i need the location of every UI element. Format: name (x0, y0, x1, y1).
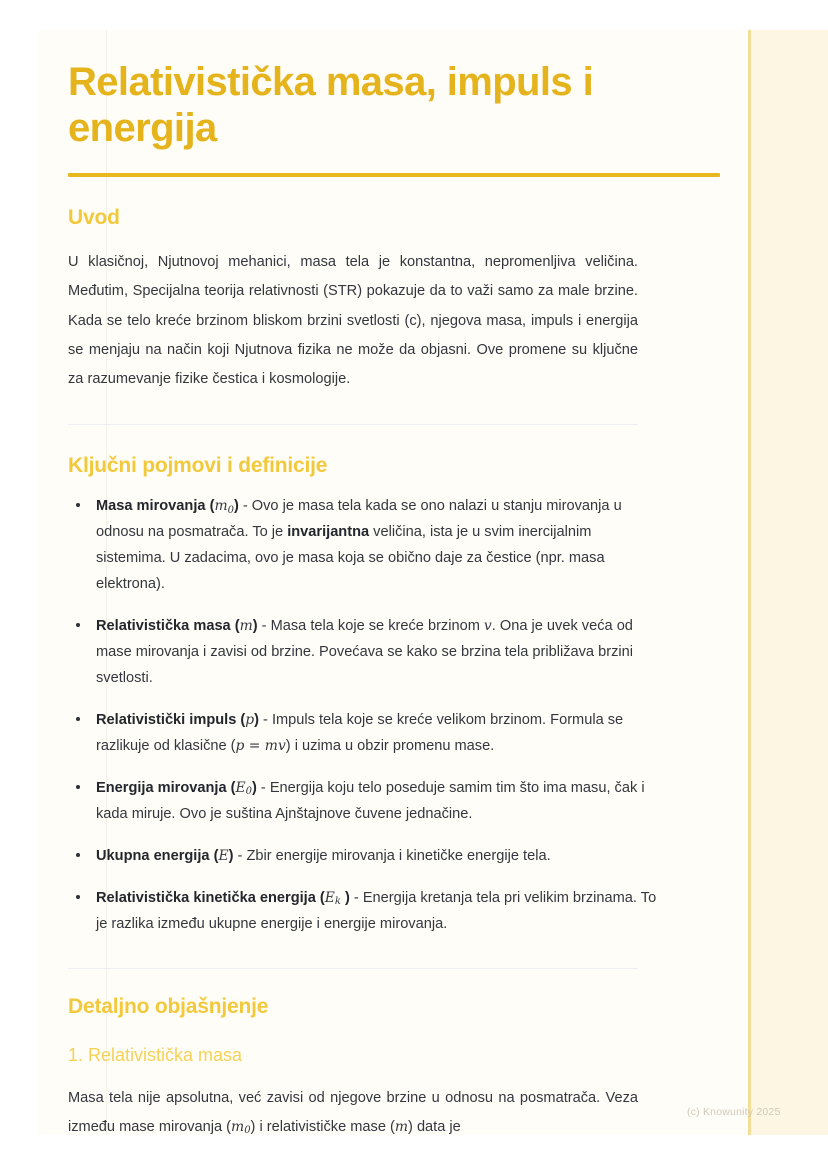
bullet-dot-icon (76, 853, 80, 857)
page-title: Relativistička masa, impuls i energija (68, 60, 594, 150)
bullet-dot-icon (76, 895, 80, 899)
term-text: - Zbir energije mirovanja i kinetičke energije tela. (233, 847, 551, 864)
math-symbol: $E_0$ (235, 779, 252, 798)
math-symbol: $m_0$ (214, 498, 234, 516)
term-text-rest: ) i uzima u obzir promenu mase. (285, 737, 495, 754)
math-symbol: $E_k$ (324, 889, 341, 908)
math-symbol: m (239, 618, 253, 634)
term-text: - Energija koju telo poseduje samim tim što ima masu, čak i kada miruje. Ovo je suština Ajnštajnove čuvene jednačine. (96, 779, 645, 822)
term-label: Ukupna energija (96, 847, 210, 864)
term-label: Masa mirovanja (96, 498, 206, 515)
copyright-watermark: (c) Knowunity 2025 (687, 1106, 781, 1118)
detail-text-2: ) i relativističke mase ( (250, 1118, 395, 1135)
document-content (68, 30, 720, 1135)
detail-paragraph (68, 1066, 638, 1135)
bullet-dot-icon (76, 785, 80, 789)
term-text: - Masa tela koje se kreće brzinom (257, 618, 484, 634)
document-page (38, 30, 828, 1135)
list-item: Relativistička masa (m) - Masa tela koje se kreće brzinom v. Ona je uvek veća od mase mirovanja i zavisi od brzine. Povećava se kako se brzina tela približava brzini svetlosti. (68, 614, 658, 692)
math-symbol: $m_0$ (231, 1118, 251, 1135)
term-label: Relativistička kinetička energija (96, 889, 316, 906)
intro-paragraph: U klasičnoj, Njutnovoj mehanici, masa tela je konstantna, nepromenljiva veličina. Međutim, Specijalna teorija relativnosti (STR) pokazuje da to važi samo za male brzine. Kada se telo kreće brzinom bliskom brzini svetlosti (c), njegova masa, impuls i energija se menjaju na način koji Njutnova fizika ne može da objasni. Ove promene su ključne za razumevanje fizike čestica i kosmologije. (68, 254, 638, 387)
term-label: Relativistička masa (96, 618, 231, 634)
emphasis-word: invarijantna (287, 524, 370, 541)
page-side-panel (751, 30, 828, 1135)
list-item: Masa mirovanja $(m_0)$ - Ovo je masa tela kada se ono nalazi u stanju mirovanja u odnosu na posmatrača. To je invarijantna veličina, ista je u svim inercijalnim sistemima. U zadacima, ovo je masa koja se obično daje za čestice (npr. masa elektrona). (68, 494, 658, 598)
section-heading-detaljno-objasnjenje: Detaljno objašnjenje (68, 994, 269, 1018)
subsection-heading-relativisticka-masa: 1. Relativistička masa (68, 1044, 243, 1065)
detail-text-1: Masa tela nije apsolutna, već zavisi od njegove brzine u odnosu na posmatrača. Veza između mase mirovanja ( (68, 1089, 638, 1135)
term-text-rest: . Ona je uvek veća od mase mirovanja i zavisi od brzine. Povećava se kako se brzina tela približava brzini svetlosti. (96, 618, 633, 686)
math-symbol-2: m (394, 1118, 409, 1135)
term-label: Relativistički impuls (96, 711, 237, 728)
math-formula: p = mv (235, 737, 286, 754)
math-symbol: p (245, 711, 255, 728)
list-item: Relativistički impuls (p) - Impuls tela koje se kreće velikom brzinom. Formula se razlikuje od klasične (p = mv) i uzima u obzir promenu mase. (68, 708, 658, 760)
term-label: Energija mirovanja (96, 779, 227, 796)
term-text: - Energija kretanja tela pri velikim brzinama. To je razlika između ukupne energije i energije mirovanja. (96, 889, 657, 932)
list-item: Energija mirovanja $(E_0)$ - Energija koju telo poseduje samim tim što ima masu, čak i kada miruje. Ovo je suština Ajnštajnove čuvene jednačine. (68, 776, 658, 828)
bullet-dot-icon (76, 717, 80, 721)
bullet-dot-icon (76, 503, 80, 507)
term-text: - Ovo je masa tela kada se ono nalazi u stanju mirovanja u odnosu na posmatrača. To je (96, 498, 622, 541)
math-symbol: E (218, 847, 229, 864)
detail-text-3: ) data je (408, 1118, 461, 1135)
section-heading-kljucni-pojmovi: Ključni pojmovi i definicije (68, 454, 328, 478)
list-item: Relativistička kinetička energija ($E_k$ ) - Energija kretanja tela pri velikim brzinama. To je razlika između ukupne energije i energije mirovanja. (68, 886, 658, 938)
section-heading-uvod: Uvod (68, 206, 120, 230)
bullet-dot-icon (76, 623, 80, 627)
list-item: Ukupna energija (E) - Zbir energije mirovanja i kinetičke energije tela. (68, 844, 658, 870)
term-text-rest: veličina, ista je u svim inercijalnim sistemima. U zadacima, ovo je masa koja se obično daje za čestice (npr. masa elektrona). (96, 524, 605, 593)
math-symbol-inline: v (483, 618, 492, 634)
key-concepts-list (68, 478, 658, 938)
term-text: - Impuls tela koje se kreće velikom brzinom. Formula se razlikuje od klasične ( (96, 711, 624, 754)
